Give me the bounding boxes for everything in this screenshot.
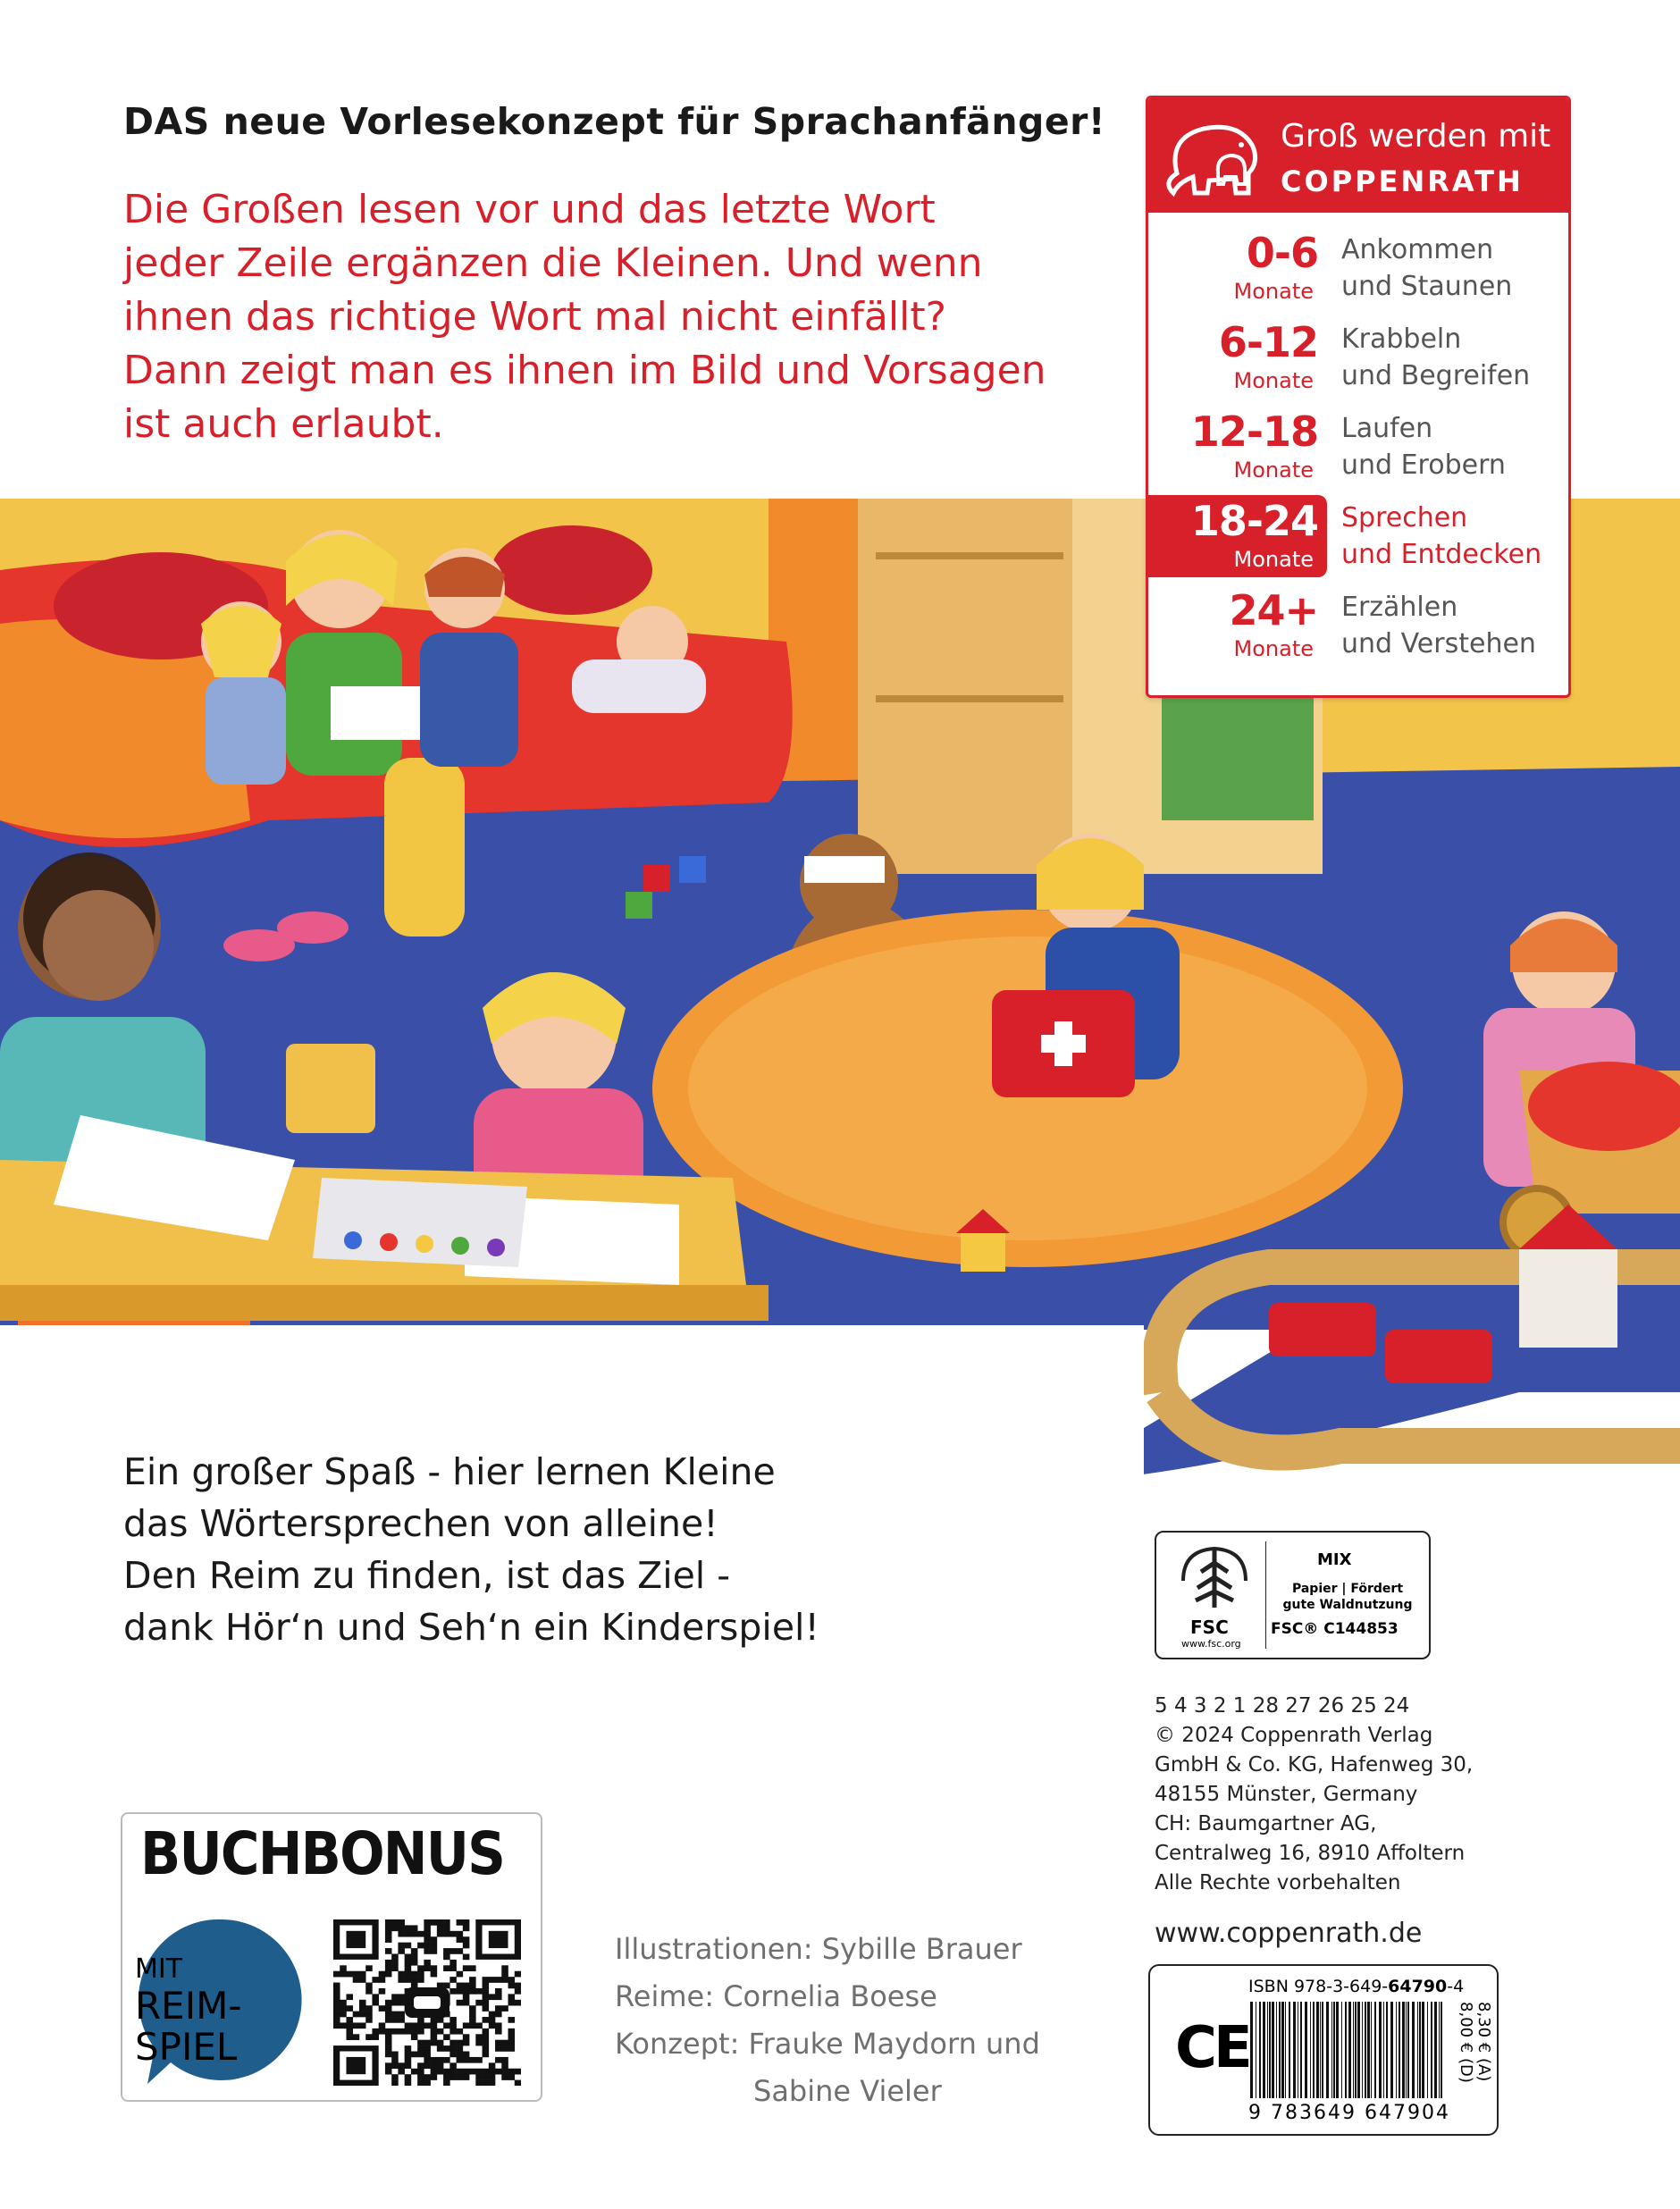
isbn-prefix: ISBN 978-3-649- <box>1248 1977 1389 1996</box>
brand-name: COPPENRATH <box>1281 164 1524 198</box>
brand-tagline: Groß werden mit <box>1281 118 1551 155</box>
age-row-6-12 <box>1148 315 1568 397</box>
barcode-icon <box>1248 2002 1445 2098</box>
fsc-logo-text: FSC <box>1190 1617 1229 1638</box>
credits <box>615 1926 1040 2115</box>
age-description-line1: Laufen <box>1341 413 1433 444</box>
age-description-line2: und Begreifen <box>1341 360 1531 391</box>
isbn <box>1248 1977 1464 1996</box>
age-row-0-6 <box>1148 225 1568 307</box>
age-unit: Monate <box>1233 636 1314 661</box>
intro-line: ihnen das richtige Wort mal nicht einfällt? <box>123 294 946 340</box>
age-description-line1: Erzählen <box>1341 592 1458 623</box>
age-description-line2: und Entdecken <box>1341 539 1542 570</box>
rhyme-text <box>123 1446 819 1653</box>
imprint-line: Centralweg 16, 8910 Affoltern <box>1155 1842 1466 1865</box>
imprint-line: © 2024 Coppenrath Verlag <box>1155 1724 1433 1747</box>
age-range: 6-12 <box>1218 318 1318 366</box>
intro-line: Dann zeigt man es ihnen im Bild und Vorsagen <box>123 348 1046 393</box>
age-range: 18-24 <box>1190 497 1318 545</box>
imprint <box>1155 1692 1473 1898</box>
fsc-paper-line2: gute Waldnutzung <box>1282 1598 1413 1612</box>
age-row-24-plus <box>1148 583 1568 665</box>
imprint-line: 5 4 3 2 1 28 27 26 25 24 <box>1155 1694 1410 1718</box>
imprint-line: GmbH & Co. KG, Hafenweg 30, <box>1155 1753 1474 1776</box>
fsc-code: FSC® C144853 <box>1271 1620 1399 1638</box>
intro-line: ist auch erlaubt. <box>123 401 444 447</box>
fsc-label <box>1155 1531 1431 1659</box>
ce-mark: CE <box>1175 2015 1249 2081</box>
credit-illustrations: Illustrationen: Sybille Brauer <box>615 1932 1022 1966</box>
age-row-18-24-highlighted <box>1148 493 1568 575</box>
imprint-line: CH: Baumgartner AG, <box>1155 1812 1377 1835</box>
barcode-number: 9 783649 647904 <box>1248 2102 1450 2124</box>
book-bonus-title: BUCHBONUS <box>140 1819 505 1888</box>
age-unit: Monate <box>1233 547 1314 572</box>
barcode-box <box>1148 1964 1499 2136</box>
price-at: 8,30 € (A) <box>1474 2002 1493 2082</box>
age-unit: Monate <box>1233 279 1314 304</box>
age-description-line2: und Staunen <box>1341 271 1513 302</box>
age-unit: Monate <box>1233 368 1314 393</box>
age-range: 24+ <box>1229 586 1318 634</box>
rhyme-line: dank Hör‘n und Seh‘n ein Kinderspiel! <box>123 1606 819 1649</box>
brand-header <box>1148 98 1568 213</box>
credit-concept-cont: Sabine Vieler <box>753 2074 942 2108</box>
age-description-line2: und Erobern <box>1341 449 1506 481</box>
age-description-line1: Sprechen <box>1341 502 1468 533</box>
imprint-line: 48155 Münster, Germany <box>1155 1783 1418 1806</box>
age-range: 12-18 <box>1190 407 1318 456</box>
imprint-line: Alle Rechte vorbehalten <box>1155 1871 1401 1894</box>
age-description-line1: Ankommen <box>1341 234 1494 265</box>
fsc-paper-text <box>1276 1581 1419 1613</box>
credit-rhymes: Reime: Cornelia Boese <box>615 1979 937 2013</box>
fsc-tree-icon <box>1174 1545 1255 1617</box>
price-block <box>1456 2002 1491 2127</box>
qr-code-icon[interactable] <box>333 1919 521 2086</box>
price-de: 8,00 € (D) <box>1457 2002 1475 2083</box>
rhyme-line: Den Reim zu finden, ist das Ziel - <box>123 1554 731 1597</box>
bubble-line3: SPIEL <box>135 2025 238 2069</box>
fsc-mix: MIX <box>1317 1550 1352 1569</box>
elephant-logo-icon <box>1159 111 1270 200</box>
age-description-line1: Krabbeln <box>1341 323 1462 355</box>
intro-text <box>123 183 1046 451</box>
credit-concept: Konzept: Frauke Maydorn und <box>615 2027 1040 2061</box>
rhyme-line: Ein großer Spaß - hier lernen Kleine <box>123 1450 776 1493</box>
isbn-suffix: -4 <box>1447 1977 1465 1996</box>
book-bonus-box <box>121 1812 542 2102</box>
isbn-bold: 64790 <box>1388 1977 1448 1996</box>
intro-line: jeder Zeile ergänzen die Kleinen. Und wenn <box>123 240 983 286</box>
bubble-line1: MIT <box>135 1953 183 1985</box>
fsc-url: www.fsc.org <box>1181 1638 1241 1650</box>
fsc-divider <box>1265 1541 1266 1649</box>
age-row-12-18 <box>1148 404 1568 486</box>
age-group-panel <box>1146 96 1571 698</box>
age-range: 0-6 <box>1246 229 1318 277</box>
fsc-paper-line1: Papier | Fördert <box>1291 1582 1404 1596</box>
bubble-line2: REIM- <box>135 1984 242 2028</box>
rhyme-line: das Wörtersprechen von alleine! <box>123 1502 718 1545</box>
headline: DAS neue Vorlesekonzept für Sprachanfänger! <box>123 100 1106 143</box>
age-description-line2: und Verstehen <box>1341 628 1536 659</box>
intro-line: Die Großen lesen vor und das letzte Wort <box>123 187 936 232</box>
age-unit: Monate <box>1233 458 1314 483</box>
website-link[interactable]: www.coppenrath.de <box>1155 1918 1423 1949</box>
